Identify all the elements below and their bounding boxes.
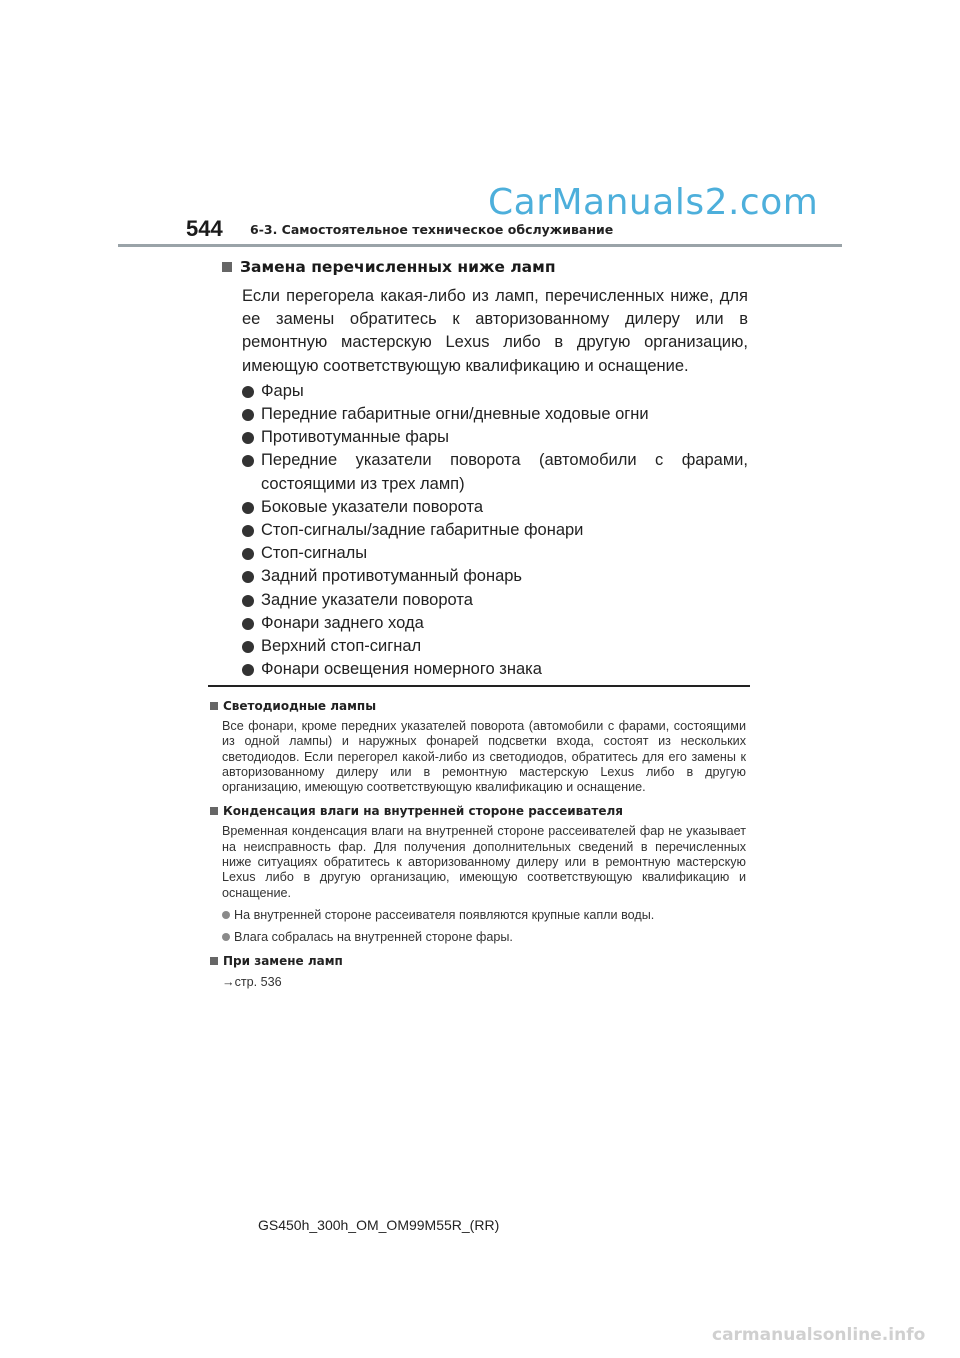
list-item: Стоп-сигналы bbox=[222, 542, 748, 565]
lamp-list bbox=[222, 380, 748, 682]
notes-section bbox=[210, 698, 746, 989]
note-heading-condensation: Конденсация влаги на внутренней стороне рассеивателя bbox=[210, 803, 746, 819]
note-heading-replace: При замене ламп bbox=[210, 953, 746, 969]
bullet-dot-icon bbox=[242, 432, 254, 444]
list-item: Задний противотуманный фонарь bbox=[222, 565, 748, 588]
square-bullet-icon bbox=[210, 807, 218, 815]
bullet-dot-icon bbox=[242, 664, 254, 676]
list-item: Фонари освещения номерного знака bbox=[222, 658, 748, 681]
bullet-dot-icon bbox=[242, 409, 254, 421]
main-heading-text: Замена перечисленных ниже ламп bbox=[240, 258, 556, 276]
list-item: Фары bbox=[222, 380, 748, 403]
section-divider bbox=[208, 685, 750, 687]
list-item: Стоп-сигналы/задние габаритные фонари bbox=[222, 519, 748, 542]
bullet-dot-icon bbox=[242, 618, 254, 630]
list-item: Передние габаритные огни/дневные ходовые огни bbox=[222, 403, 748, 426]
section-title: 6-3. Самостоятельное техническое обслуживание bbox=[250, 222, 614, 237]
bullet-dot-icon bbox=[242, 595, 254, 607]
list-item: Влага собралась на внутренней стороне фары. bbox=[222, 929, 746, 945]
bullet-dot-icon bbox=[242, 571, 254, 583]
bullet-dot-icon bbox=[242, 641, 254, 653]
bullet-dot-icon bbox=[242, 525, 254, 537]
page-reference-link[interactable]: →стр. 536 bbox=[222, 974, 282, 989]
note-heading-led: Светодиодные лампы bbox=[210, 698, 746, 714]
square-bullet-icon bbox=[210, 957, 218, 965]
bullet-dot-icon bbox=[242, 455, 254, 467]
list-item: Противотуманные фары bbox=[222, 426, 748, 449]
list-item: Передние указатели поворота (автомобили с фарами, состоящими из трех ламп) bbox=[222, 449, 748, 495]
page-number: 544 bbox=[186, 216, 223, 241]
list-item: Боковые указатели поворота bbox=[222, 496, 748, 519]
note-text-condensation: Временная конденсация влаги на внутренней стороне рассеивателей фар не указывает на неисправность фар. Для получения дополнительных сведений в перечисленных ниже ситуациях обратитесь к авторизованному дилеру или в ремонтную мастерскую Lexus либо в другую организацию, имеющую соответствующую квалификацию и оснащение. bbox=[222, 824, 746, 900]
carmanualsonline-watermark: carmanualsonline.info bbox=[712, 1325, 926, 1345]
bullet-dot-icon bbox=[242, 548, 254, 560]
square-bullet-icon bbox=[222, 262, 232, 272]
header-rule bbox=[118, 244, 842, 247]
list-item: Верхний стоп-сигнал bbox=[222, 635, 748, 658]
list-item: Фонари заднего хода bbox=[222, 612, 748, 635]
bullet-dot-icon bbox=[242, 386, 254, 398]
main-content bbox=[222, 255, 748, 681]
list-item: Задние указатели поворота bbox=[222, 589, 748, 612]
main-heading bbox=[222, 255, 748, 279]
bullet-dot-icon bbox=[242, 502, 254, 514]
carmanuals-watermark: CarManuals2.com bbox=[488, 182, 819, 223]
footer-code: GS450h_300h_OM_OM99M55R_(RR) bbox=[258, 1217, 500, 1233]
intro-paragraph: Если перегорела какая-либо из ламп, перечисленных ниже, для ее замены обратитесь к авторизованному дилеру или в ремонтную мастерскую Lexus либо в другую организацию, имеющую соответствующую квалификацию и оснащение. bbox=[242, 287, 748, 375]
bullet-dot-icon bbox=[222, 933, 230, 941]
list-item: На внутренней стороне рассеивателя появляются крупные капли воды. bbox=[222, 907, 746, 923]
note-text-led: Все фонари, кроме передних указателей поворота (автомобили с фарами, состоящими из одной лампы) и наружных фонарей подсветки входа, состоят из нескольких светодиодов. Если перегорел какой-либо из светодиодов, обратитесь для его замены к авторизованному дилеру или в ремонтную мастерскую Lexus либо в другую организацию, имеющую соответствующую квалификацию и оснащение. bbox=[222, 719, 746, 795]
bullet-dot-icon bbox=[222, 911, 230, 919]
square-bullet-icon bbox=[210, 702, 218, 710]
